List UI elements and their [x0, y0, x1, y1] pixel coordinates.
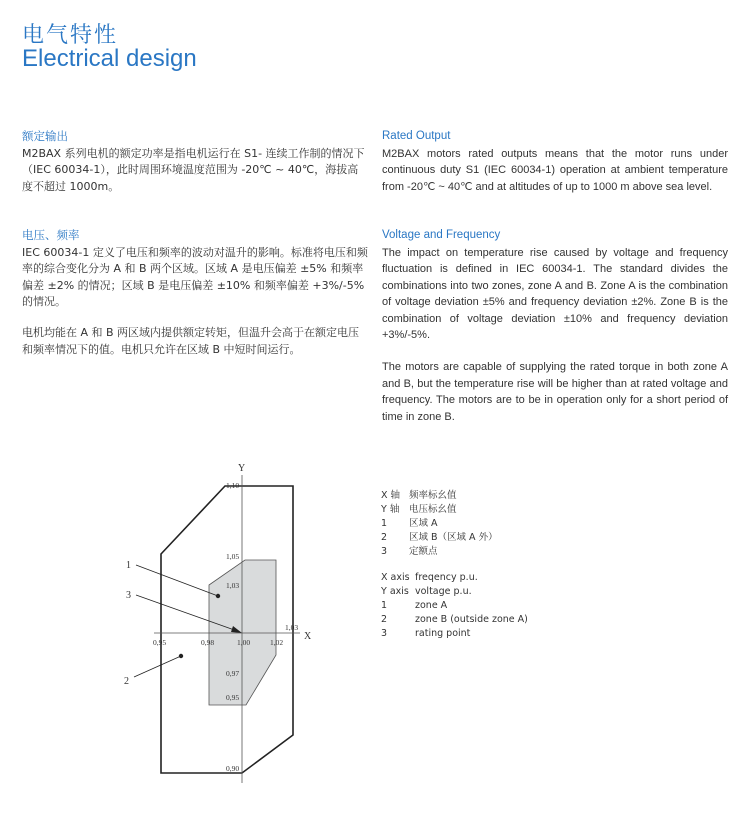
page-title-en: Electrical design — [22, 45, 197, 72]
legend-value: rating point — [415, 628, 471, 639]
cn-torque-text: 电机均能在 A 和 B 两区域内提供额定转矩，但温升会高于在额定电压和频率情况下的值。电机只允许在区域 B 中短时间运行。 — [22, 326, 360, 356]
cn-voltage-frequency-section — [22, 227, 368, 311]
legend-row — [381, 571, 528, 585]
x-tick-label: 1,03 — [285, 623, 299, 632]
legend-key: X 轴 — [381, 490, 401, 501]
en-voltage-frequency-heading: Voltage and Frequency — [382, 229, 501, 241]
y-tick-label: 0,95 — [226, 693, 240, 702]
en-rated-output-heading: Rated Output — [382, 130, 451, 142]
x-tick-label: 1,02 — [270, 638, 284, 647]
callout-3-label: 3 — [126, 590, 131, 601]
legend-key: X axis — [381, 572, 410, 583]
y-tick-label: 1,10 — [226, 481, 240, 490]
en-rated-output-text: M2BAX motors rated outputs means that the motor runs under continuous duty S1 (IEC 60034-1) operation at ambient temperature from -20℃ ~ 40℃ and at altitudes of up to 1000 m above sea level. — [382, 147, 728, 193]
legend-value: 频率标幺值 — [409, 490, 457, 501]
legend-key: 2 — [381, 532, 388, 543]
legend-row — [381, 545, 498, 559]
legend-row — [381, 613, 528, 627]
legend-key: 3 — [381, 628, 388, 639]
en-rated-output-section — [382, 128, 728, 195]
legend-key: 3 — [381, 546, 388, 557]
legend-value: 区域 A — [409, 518, 438, 529]
legend-key: 2 — [381, 614, 388, 625]
legend-value: freqency p.u. — [415, 572, 478, 583]
legend-row — [381, 599, 528, 613]
legend-cn — [381, 489, 498, 559]
cn-torque-section — [22, 325, 368, 358]
y-tick-label: 0,97 — [226, 669, 240, 678]
callout-2-label: 2 — [124, 676, 129, 687]
cn-rated-output-section — [22, 128, 368, 195]
legend-row — [381, 503, 498, 517]
legend-value: zone B (outside zone A) — [415, 614, 528, 625]
y-tick-label: 1,03 — [226, 581, 240, 590]
cn-voltage-frequency-text: IEC 60034-1 定义了电压和频率的波动对温升的影响。标准将电压和频率的综合变化分为 A 和 B 两个区域。区域 A 是电压偏差 ±5% 和频率偏差 ±2% 的情况；区域 B 是电压偏差 ±10% 和频率偏差 +3%/-5% 的情况。 — [22, 245, 368, 308]
x-tick-label: 1,00 — [237, 638, 251, 647]
cn-rated-output-heading: 额定输出 — [22, 129, 68, 143]
legend-row — [381, 627, 528, 641]
en-voltage-frequency-section — [382, 227, 728, 344]
legend-row — [381, 517, 498, 531]
y-tick-label: 0,90 — [226, 764, 240, 773]
legend-value: 定额点 — [409, 546, 438, 557]
legend-value: 区域 B（区域 A 外） — [409, 532, 498, 543]
callout-1-leader — [136, 565, 218, 596]
x-tick-label: 0,95 — [153, 638, 167, 647]
callout-2-leader — [134, 656, 181, 677]
legend-row — [381, 489, 498, 503]
cn-voltage-frequency-heading: 电压、频率 — [22, 228, 80, 242]
en-torque-section — [382, 359, 728, 425]
legend-row — [381, 531, 498, 545]
cn-rated-output-text: M2BAX 系列电机的额定功率是指电机运行在 S1- 连续工作制的情况下（IEC 60034-1），此时周围环境温度范围为 -20℃ ~ 40℃，海拔高度不超过 1000m。 — [22, 146, 365, 193]
x-tick-label: 0,98 — [201, 638, 215, 647]
legend-key: 1 — [381, 518, 388, 529]
voltage-frequency-zone-diagram — [0, 455, 360, 785]
en-torque-text: The motors are capable of supplying the rated torque in both zone A and B, but the temperature rise will be higher than at rated voltage and frequency. The motors are to be in operation only for a short period of time in zone B. — [382, 361, 728, 423]
y-tick-label: 1,05 — [226, 552, 240, 561]
legend-key: Y 轴 — [381, 504, 400, 515]
legend-key: 1 — [381, 600, 388, 611]
legend-row — [381, 585, 528, 599]
legend-key: Y axis — [381, 586, 409, 597]
callout-1-label: 1 — [126, 560, 131, 571]
legend-value: 电压标幺值 — [409, 504, 457, 515]
en-voltage-frequency-text: The impact on temperature rise caused by voltage and frequency fluctuation is defined in IEC 60034-1. The standard divides the combinations into two zones, zone A and B. Zone A is the combination of voltage deviation ±5% and frequency deviation ±2%. Zone B is the combination of voltage deviation ±10% and frequency deviation +3%/-5%. — [382, 246, 728, 341]
legend-en — [381, 571, 528, 641]
legend-value: voltage p.u. — [415, 586, 472, 597]
legend-value: zone A — [415, 600, 448, 611]
x-axis-label: X — [304, 631, 312, 642]
callout-1-dot — [216, 594, 220, 598]
page-title-cn: 电气特性 — [22, 23, 119, 48]
y-axis-label: Y — [238, 463, 246, 474]
zone-a-area — [209, 560, 276, 705]
callout-2-dot — [179, 654, 183, 658]
